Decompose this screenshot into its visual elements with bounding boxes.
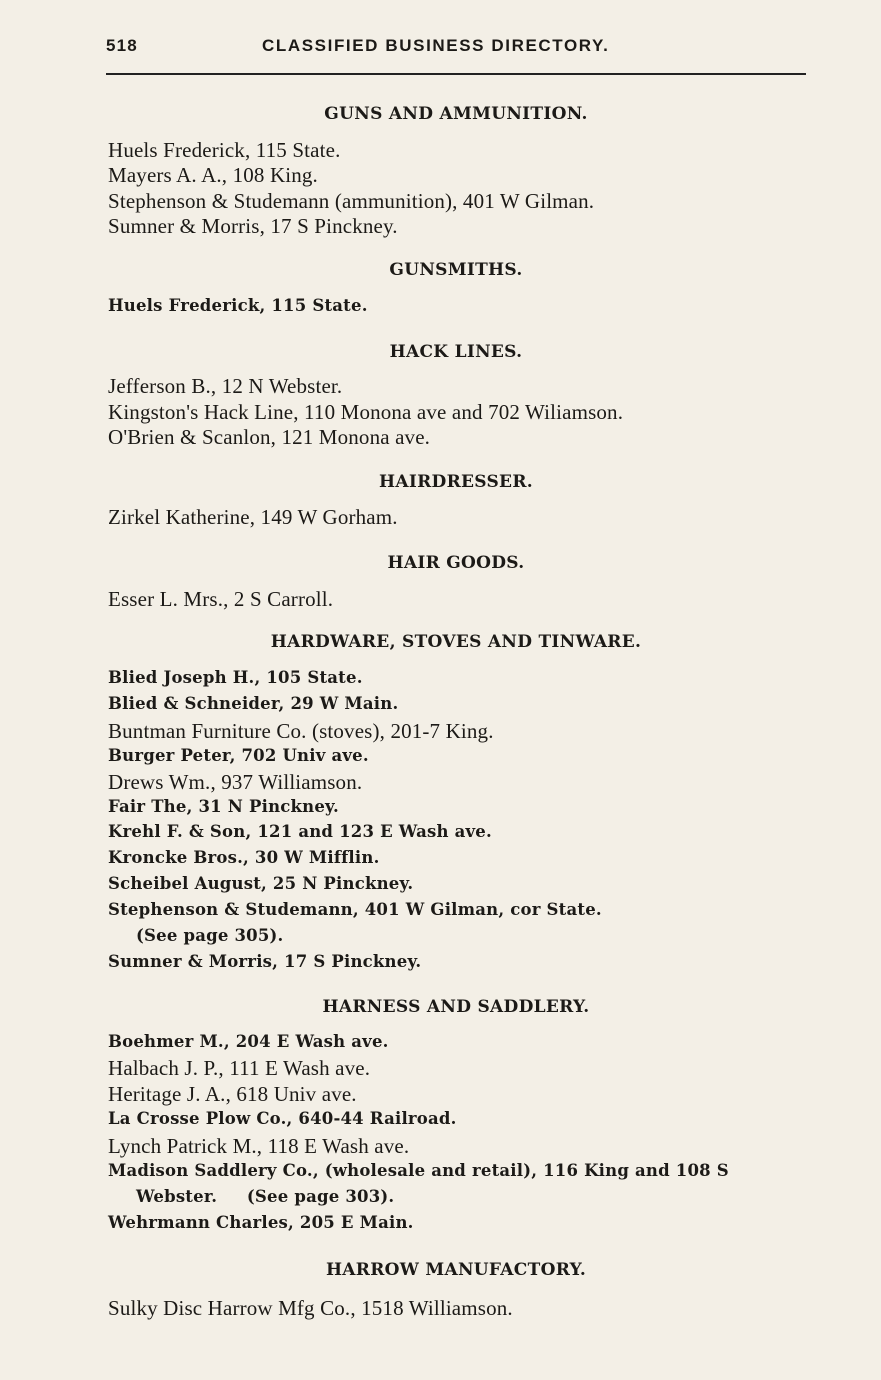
listing-entry: Kroncke Bros., 30 W Mifflin. bbox=[108, 848, 380, 867]
listing-entry: O'Brien & Scanlon, 121 Monona ave. bbox=[108, 425, 431, 449]
section-heading-hardware-stoves-tinware: HARDWARE, STOVES AND TINWARE. bbox=[270, 632, 642, 652]
listing-entry-continuation: Webster. (See page 303). bbox=[136, 1187, 395, 1206]
listing-entry: Huels Frederick, 115 State. bbox=[108, 138, 341, 162]
listing-entry: Madison Saddlery Co., (wholesale and retail), 116 King and 108 S bbox=[108, 1161, 729, 1180]
listing-entry: Huels Frederick, 115 State. bbox=[108, 296, 368, 315]
listing-entry: Scheibel August, 25 N Pinckney. bbox=[108, 874, 414, 893]
listing-entry: Mayers A. A., 108 King. bbox=[108, 163, 318, 187]
listing-entry: La Crosse Plow Co., 640-44 Railroad. bbox=[108, 1109, 457, 1128]
listing-entry: Buntman Furniture Co. (stoves), 201-7 King. bbox=[108, 719, 494, 743]
section-heading-hairdresser: HAIRDRESSER. bbox=[379, 472, 533, 492]
page-header-title: CLASSIFIED BUSINESS DIRECTORY. bbox=[262, 36, 610, 55]
listing-entry: Stephenson & Studemann (ammunition), 401 W Gilman. bbox=[108, 189, 595, 213]
listing-entry: Blied Joseph H., 105 State. bbox=[108, 668, 363, 687]
listing-entry: Jefferson B., 12 N Webster. bbox=[108, 374, 343, 398]
listing-entry: Sumner & Morris, 17 S Pinckney. bbox=[108, 952, 422, 971]
listing-entry: Fair The, 31 N Pinckney. bbox=[108, 797, 339, 816]
listing-entry: Boehmer M., 204 E Wash ave. bbox=[108, 1032, 389, 1051]
listing-entry: Krehl F. & Son, 121 and 123 E Wash ave. bbox=[108, 822, 492, 841]
section-heading-guns-and-ammunition: GUNS AND AMMUNITION. bbox=[324, 104, 588, 124]
listing-entry: Drews Wm., 937 Williamson. bbox=[108, 770, 363, 794]
listing-entry: Zirkel Katherine, 149 W Gorham. bbox=[108, 505, 398, 529]
listing-entry: Wehrmann Charles, 205 E Main. bbox=[108, 1213, 414, 1232]
listing-entry: Sumner & Morris, 17 S Pinckney. bbox=[108, 214, 398, 238]
section-heading-hack-lines: HACK LINES. bbox=[389, 342, 523, 362]
section-heading-gunsmiths: GUNSMITHS. bbox=[389, 260, 523, 280]
listing-entry: Heritage J. A., 618 Univ ave. bbox=[108, 1082, 357, 1106]
page-number: 518 bbox=[106, 36, 138, 55]
listing-entry: Halbach J. P., 111 E Wash ave. bbox=[108, 1056, 371, 1080]
listing-entry: Burger Peter, 702 Univ ave. bbox=[108, 746, 369, 765]
listing-entry: Sulky Disc Harrow Mfg Co., 1518 Williamson. bbox=[108, 1296, 513, 1320]
section-heading-harrow-manufactory: HARROW MANUFACTORY. bbox=[325, 1260, 587, 1280]
section-heading-harness-and-saddlery: HARNESS AND SADDLERY. bbox=[322, 997, 590, 1017]
listing-entry: Esser L. Mrs., 2 S Carroll. bbox=[108, 587, 334, 611]
listing-entry: Kingston's Hack Line, 110 Monona ave and 702 Wiliamson. bbox=[108, 400, 624, 424]
listing-entry: Blied & Schneider, 29 W Main. bbox=[108, 694, 399, 713]
listing-entry: Lynch Patrick M., 118 E Wash ave. bbox=[108, 1134, 410, 1158]
running-head bbox=[106, 36, 806, 60]
section-heading-hair-goods: HAIR GOODS. bbox=[387, 553, 525, 573]
listing-entry-continuation: (See page 305). bbox=[136, 926, 284, 945]
listing-entry: Stephenson & Studemann, 401 W Gilman, cor State. bbox=[108, 900, 602, 919]
header-rule bbox=[106, 73, 806, 75]
